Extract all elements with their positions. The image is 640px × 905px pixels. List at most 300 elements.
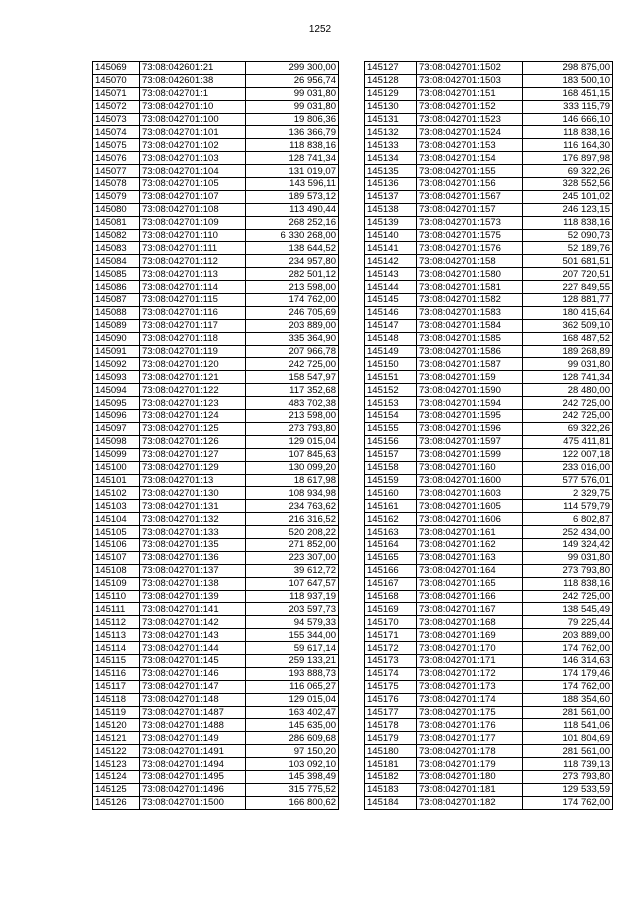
row-number: 145084 [93,255,140,268]
row-number: 145180 [365,745,417,758]
table-row [365,564,613,577]
row-number: 145090 [93,332,140,345]
cadastral-value: 114 579,79 [523,500,613,513]
cadastral-value: 273 793,80 [246,422,339,435]
row-number: 145109 [93,577,140,590]
cadastral-value: 146 666,10 [523,113,613,126]
cadastral-value: 39 612,72 [246,564,339,577]
row-number: 145121 [93,732,140,745]
table-row [93,654,339,667]
table-row [365,113,613,126]
row-number: 145085 [93,268,140,281]
cadastral-value: 298 875,00 [523,62,613,75]
table-row [93,603,339,616]
cadastral-number: 73:08:042701:1496 [140,783,246,796]
cadastral-number: 73:08:042701:1573 [417,216,523,229]
cadastral-number: 73:08:042701:1587 [417,358,523,371]
cadastral-value: 138 644,52 [246,242,339,255]
cadastral-number: 73:08:042701:112 [140,255,246,268]
cadastral-number: 73:08:042701:1491 [140,745,246,758]
row-number: 145133 [365,139,417,152]
cadastral-number: 73:08:042701:166 [417,590,523,603]
cadastral-value: 26 956,74 [246,74,339,87]
cadastral-value: 234 763,62 [246,500,339,513]
cadastral-value: 281 561,00 [523,706,613,719]
row-number: 145177 [365,706,417,719]
row-number: 145138 [365,203,417,216]
table-row [93,126,339,139]
cadastral-value: 174 762,00 [523,680,613,693]
row-number: 145106 [93,538,140,551]
cadastral-number: 73:08:042701:118 [140,332,246,345]
table-row [93,268,339,281]
row-number: 145172 [365,642,417,655]
row-number: 145077 [93,165,140,178]
cadastral-number: 73:08:042701:175 [417,706,523,719]
row-number: 145127 [365,62,417,75]
row-number: 145086 [93,281,140,294]
table-row [365,190,613,203]
row-number: 145179 [365,732,417,745]
cadastral-number: 73:08:042701:113 [140,268,246,281]
row-number: 145080 [93,203,140,216]
row-number: 145157 [365,448,417,461]
cadastral-value: 213 598,00 [246,410,339,423]
cadastral-number: 73:08:042701:155 [417,165,523,178]
row-number: 145156 [365,435,417,448]
row-number: 145182 [365,770,417,783]
row-number: 145152 [365,384,417,397]
cadastral-table-right [364,61,613,810]
cadastral-value: 118 838,16 [246,139,339,152]
cadastral-number: 73:08:042701:111 [140,242,246,255]
cadastral-number: 73:08:042701:1582 [417,294,523,307]
table-row [93,667,339,680]
row-number: 145137 [365,190,417,203]
cadastral-number: 73:08:042701:125 [140,422,246,435]
row-number: 145112 [93,616,140,629]
table-row [93,87,339,100]
cadastral-number: 73:08:042701:141 [140,603,246,616]
cadastral-value: 174 762,00 [246,294,339,307]
cadastral-value: 333 115,79 [523,100,613,113]
table-row [365,783,613,796]
cadastral-value: 118 838,16 [523,577,613,590]
row-number: 145081 [93,216,140,229]
row-number: 145098 [93,435,140,448]
cadastral-value: 203 889,00 [523,629,613,642]
cadastral-value: 216 316,52 [246,513,339,526]
table-row [93,190,339,203]
cadastral-value: 174 762,00 [523,796,613,809]
row-number: 145099 [93,448,140,461]
table-row [365,74,613,87]
cadastral-value: 520 208,22 [246,526,339,539]
table-row [365,654,613,667]
cadastral-number: 73:08:042701:1487 [140,706,246,719]
row-number: 145181 [365,758,417,771]
cadastral-number: 73:08:042701:176 [417,719,523,732]
cadastral-value: 130 099,20 [246,461,339,474]
table-row [93,345,339,358]
table-row [93,306,339,319]
table-row [365,693,613,706]
table-row [93,62,339,75]
row-number: 145089 [93,319,140,332]
table-row [365,642,613,655]
table-row [365,732,613,745]
row-number: 145071 [93,87,140,100]
cadastral-number: 73:08:042701:1580 [417,268,523,281]
cadastral-number: 73:08:042701:146 [140,667,246,680]
cadastral-value: 145 635,00 [246,719,339,732]
row-number: 145110 [93,590,140,603]
row-number: 145082 [93,229,140,242]
cadastral-number: 73:08:042701:151 [417,87,523,100]
cadastral-value: 19 806,36 [246,113,339,126]
table-row [365,706,613,719]
table-row [365,526,613,539]
cadastral-value: 59 617,14 [246,642,339,655]
table-row [365,281,613,294]
table-row [93,358,339,371]
cadastral-value: 501 681,51 [523,255,613,268]
table-row [365,538,613,551]
cadastral-number: 73:08:042701:169 [417,629,523,642]
cadastral-number: 73:08:042701:136 [140,551,246,564]
cadastral-number: 73:08:042701:108 [140,203,246,216]
row-number: 145114 [93,642,140,655]
row-number: 145108 [93,564,140,577]
cadastral-number: 73:08:042701:137 [140,564,246,577]
cadastral-value: 108 934,98 [246,487,339,500]
cadastral-number: 73:08:042701:104 [140,165,246,178]
cadastral-value: 122 007,18 [523,448,613,461]
cadastral-number: 73:08:042701:124 [140,410,246,423]
cadastral-number: 73:08:042701:1597 [417,435,523,448]
cadastral-value: 207 720,51 [523,268,613,281]
table-row [93,719,339,732]
table-row [93,165,339,178]
row-number: 145153 [365,397,417,410]
cadastral-number: 73:08:042701:162 [417,538,523,551]
row-number: 145168 [365,590,417,603]
row-number: 145088 [93,306,140,319]
cadastral-number: 73:08:042701:101 [140,126,246,139]
cadastral-value: 28 480,00 [523,384,613,397]
row-number: 145115 [93,654,140,667]
cadastral-value: 99 031,80 [523,358,613,371]
table-row [93,410,339,423]
table-row [93,384,339,397]
table-row [93,74,339,87]
cadastral-value: 149 324,42 [523,538,613,551]
cadastral-value: 299 300,00 [246,62,339,75]
cadastral-number: 73:08:042701:120 [140,358,246,371]
table-row [365,770,613,783]
row-number: 145123 [93,758,140,771]
cadastral-number: 73:08:042701:1590 [417,384,523,397]
row-number: 145143 [365,268,417,281]
row-number: 145097 [93,422,140,435]
row-number: 145102 [93,487,140,500]
cadastral-number: 73:08:042701:142 [140,616,246,629]
cadastral-value: 128 741,34 [523,371,613,384]
row-number: 145167 [365,577,417,590]
cadastral-number: 73:08:042701:160 [417,461,523,474]
cadastral-value: 158 547,97 [246,371,339,384]
cadastral-number: 73:08:042701:182 [417,796,523,809]
cadastral-value: 168 451,15 [523,87,613,100]
table-row [365,435,613,448]
cadastral-number: 73:08:042701:145 [140,654,246,667]
cadastral-value: 282 501,12 [246,268,339,281]
row-number: 145134 [365,152,417,165]
cadastral-value: 118 937,19 [246,590,339,603]
row-number: 145075 [93,139,140,152]
table-row [365,294,613,307]
cadastral-value: 146 314,63 [523,654,613,667]
cadastral-value: 281 561,00 [523,745,613,758]
row-number: 145160 [365,487,417,500]
cadastral-value: 99 031,80 [523,551,613,564]
row-number: 145096 [93,410,140,423]
cadastral-number: 73:08:042701:1595 [417,410,523,423]
cadastral-number: 73:08:042701:1 [140,87,246,100]
table-row [93,422,339,435]
table-row [365,358,613,371]
page-number: 1252 [308,24,332,35]
row-number: 145131 [365,113,417,126]
cadastral-value: 116 164,30 [523,139,613,152]
cadastral-value: 69 322,26 [523,165,613,178]
row-number: 145094 [93,384,140,397]
row-number: 145141 [365,242,417,255]
cadastral-number: 73:08:042601:21 [140,62,246,75]
cadastral-number: 73:08:042701:1603 [417,487,523,500]
cadastral-value: 129 015,04 [246,693,339,706]
cadastral-number: 73:08:042701:177 [417,732,523,745]
cadastral-number: 73:08:042701:1576 [417,242,523,255]
cadastral-number: 73:08:042701:1502 [417,62,523,75]
cadastral-value: 189 573,12 [246,190,339,203]
table-row [93,616,339,629]
row-number: 145139 [365,216,417,229]
row-number: 145162 [365,513,417,526]
cadastral-number: 73:08:042701:1495 [140,770,246,783]
row-number: 145163 [365,526,417,539]
table-row [93,448,339,461]
row-number: 145122 [93,745,140,758]
table-row [365,345,613,358]
row-number: 145125 [93,783,140,796]
cadastral-number: 73:08:042701:103 [140,152,246,165]
row-number: 145126 [93,796,140,809]
cadastral-number: 73:08:042701:1488 [140,719,246,732]
cadastral-number: 73:08:042701:117 [140,319,246,332]
table-row [365,577,613,590]
table-row [93,564,339,577]
cadastral-value: 234 957,80 [246,255,339,268]
table-row [365,100,613,113]
table-row [365,719,613,732]
cadastral-value: 52 189,76 [523,242,613,255]
cadastral-value: 242 725,00 [523,397,613,410]
cadastral-number: 73:08:042701:148 [140,693,246,706]
table-row [365,178,613,191]
cadastral-number: 73:08:042701:1583 [417,306,523,319]
cadastral-number: 73:08:042701:156 [417,178,523,191]
table-row [93,397,339,410]
row-number: 145119 [93,706,140,719]
cadastral-value: 207 966,78 [246,345,339,358]
cadastral-number: 73:08:042701:161 [417,526,523,539]
table-row [93,513,339,526]
table-row [93,745,339,758]
table-row [365,616,613,629]
row-number: 145074 [93,126,140,139]
row-number: 145105 [93,526,140,539]
cadastral-number: 73:08:042701:1503 [417,74,523,87]
row-number: 145087 [93,294,140,307]
cadastral-number: 73:08:042701:130 [140,487,246,500]
cadastral-value: 118 739,13 [523,758,613,771]
cadastral-value: 242 725,00 [246,358,339,371]
table-row [93,706,339,719]
cadastral-value: 116 065,27 [246,680,339,693]
row-number: 145083 [93,242,140,255]
table-row [93,500,339,513]
row-number: 145079 [93,190,140,203]
cadastral-number: 73:08:042701:127 [140,448,246,461]
row-number: 145159 [365,474,417,487]
cadastral-number: 73:08:042701:1524 [417,126,523,139]
row-number: 145091 [93,345,140,358]
row-number: 145117 [93,680,140,693]
cadastral-number: 73:08:042701:129 [140,461,246,474]
cadastral-value: 223 307,00 [246,551,339,564]
cadastral-number: 73:08:042701:105 [140,178,246,191]
table-row [93,783,339,796]
table-row [365,242,613,255]
row-number: 145173 [365,654,417,667]
row-number: 145118 [93,693,140,706]
cadastral-value: 2 329,75 [523,487,613,500]
row-number: 145158 [365,461,417,474]
row-number: 145070 [93,74,140,87]
table-row [93,229,339,242]
cadastral-number: 73:08:042701:164 [417,564,523,577]
cadastral-value: 188 354,60 [523,693,613,706]
table-row [93,732,339,745]
row-number: 145146 [365,306,417,319]
cadastral-number: 73:08:042701:171 [417,654,523,667]
cadastral-value: 129 533,59 [523,783,613,796]
cadastral-value: 273 793,80 [523,564,613,577]
table-row [365,306,613,319]
row-number: 145076 [93,152,140,165]
table-row [365,371,613,384]
cadastral-value: 227 849,55 [523,281,613,294]
cadastral-value: 97 150,20 [246,745,339,758]
table-row [93,796,339,809]
cadastral-value: 6 330 268,00 [246,229,339,242]
cadastral-number: 73:08:042701:100 [140,113,246,126]
cadastral-number: 73:08:042701:174 [417,693,523,706]
cadastral-number: 73:08:042701:179 [417,758,523,771]
cadastral-value: 271 852,00 [246,538,339,551]
table-row [365,796,613,809]
table-row [93,680,339,693]
row-number: 145144 [365,281,417,294]
row-number: 145140 [365,229,417,242]
row-number: 145148 [365,332,417,345]
cadastral-value: 118 838,16 [523,126,613,139]
cadastral-value: 315 775,52 [246,783,339,796]
cadastral-number: 73:08:042701:1585 [417,332,523,345]
row-number: 145161 [365,500,417,513]
cadastral-number: 73:08:042701:157 [417,203,523,216]
cadastral-value: 113 490,44 [246,203,339,216]
row-number: 145178 [365,719,417,732]
row-number: 145164 [365,538,417,551]
row-number: 145184 [365,796,417,809]
row-number: 145129 [365,87,417,100]
table-row [365,268,613,281]
cadastral-number: 73:08:042701:132 [140,513,246,526]
row-number: 145128 [365,74,417,87]
table-row [93,487,339,500]
cadastral-value: 577 576,01 [523,474,613,487]
table-row [93,590,339,603]
cadastral-number: 73:08:042701:165 [417,577,523,590]
cadastral-value: 213 598,00 [246,281,339,294]
cadastral-number: 73:08:042701:1600 [417,474,523,487]
table-row [365,87,613,100]
table-row [365,590,613,603]
cadastral-number: 73:08:042701:168 [417,616,523,629]
row-number: 145183 [365,783,417,796]
cadastral-number: 73:08:042701:1596 [417,422,523,435]
cadastral-value: 203 597,73 [246,603,339,616]
row-number: 145170 [365,616,417,629]
table-row [93,255,339,268]
table-row [365,513,613,526]
cadastral-number: 73:08:042701:1567 [417,190,523,203]
row-number: 145113 [93,629,140,642]
row-number: 145124 [93,770,140,783]
table-row [93,113,339,126]
cadastral-value: 118 541,06 [523,719,613,732]
table-row [93,319,339,332]
cadastral-value: 118 838,16 [523,216,613,229]
table-row [93,770,339,783]
row-number: 145078 [93,178,140,191]
cadastral-value: 174 179,46 [523,667,613,680]
table-row [93,693,339,706]
table-row [365,680,613,693]
table-row [93,461,339,474]
row-number: 145069 [93,62,140,75]
cadastral-value: 6 802,87 [523,513,613,526]
row-number: 145104 [93,513,140,526]
table-row [365,203,613,216]
cadastral-number: 73:08:042701:163 [417,551,523,564]
table-row [93,100,339,113]
cadastral-table-left [92,61,339,810]
table-row [365,126,613,139]
row-number: 145116 [93,667,140,680]
